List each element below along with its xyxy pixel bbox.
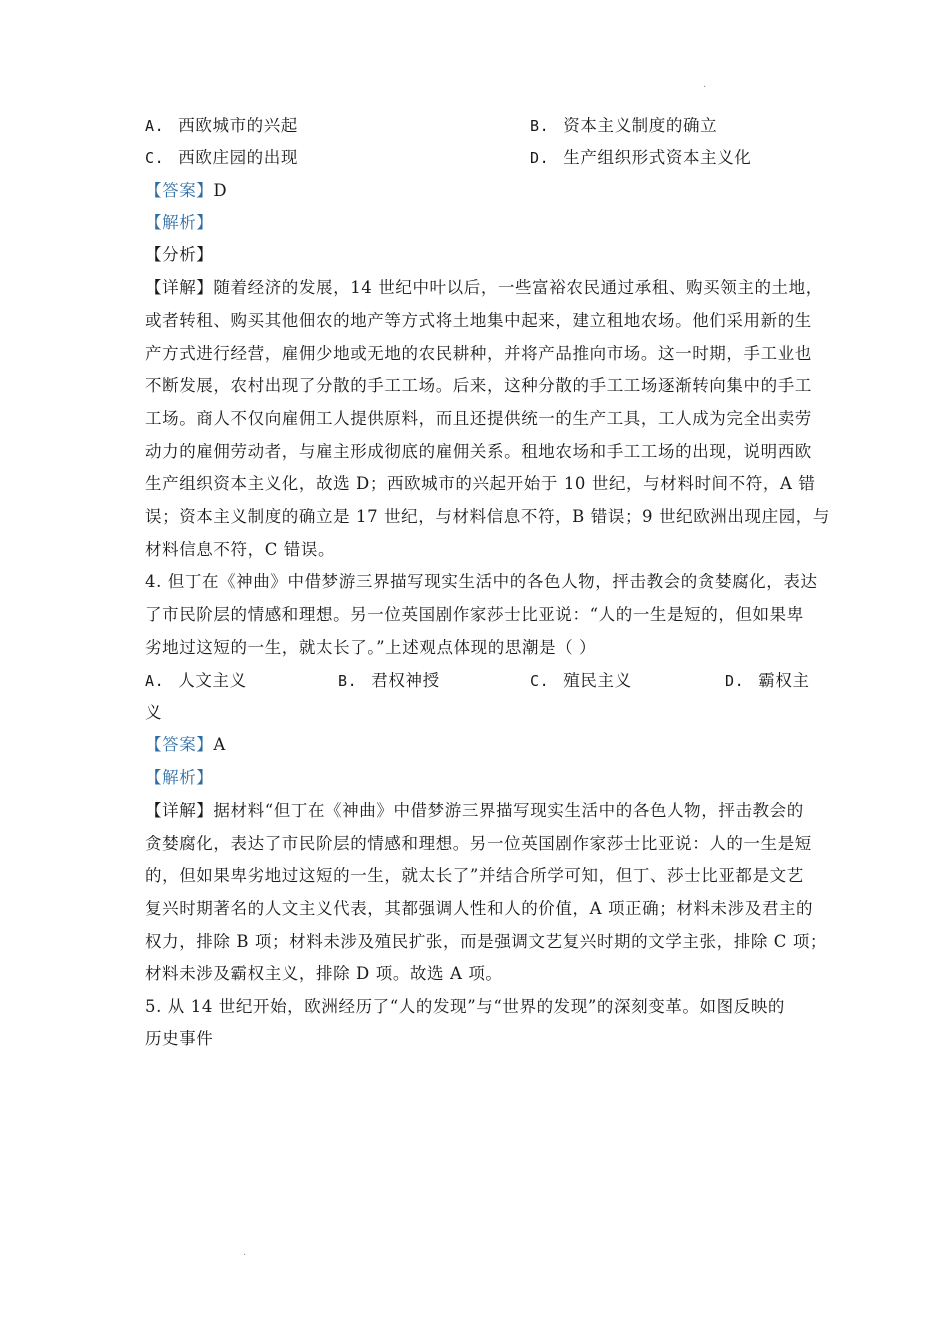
q4-option-a-text: 人文主义 — [178, 671, 247, 690]
q3-detail-line-7: 生产组织资本主义化，故选 D；西欧城市的兴起开始于 10 世纪，与材料时间不符，A 错 — [145, 474, 816, 493]
q3-detail-line-3: 产方式进行经营，雇佣少地或无地的农民耕种，并将产品推向市场。这一时期，手工业也 — [145, 344, 812, 363]
q4-option-d-text: 霸权主 — [758, 671, 810, 690]
q3-detail-line-1 — [145, 272, 823, 305]
q4-option-c[interactable] — [530, 665, 632, 698]
q4-detail-line-3: 的，但如果卑劣地过这短的一生，就太长了”并结合所学可知，但丁、莎士比亚都是文艺 — [145, 866, 804, 885]
q3-fenxi-line — [145, 239, 810, 272]
q3-detail-tag: 【详解】 — [145, 278, 214, 297]
q3-jiexi-tag: 【解析】 — [145, 213, 214, 232]
q4-detail-line-6: 材料未涉及霸权主义，排除 D 项。故选 A 项。 — [145, 964, 503, 983]
q3-option-a-letter: A. — [145, 117, 165, 135]
q3-option-d[interactable] — [530, 142, 751, 175]
q4-option-d-letter: D. — [725, 672, 745, 690]
q4-answer-line — [145, 729, 810, 762]
q3-option-c-text: 西欧庄园的出现 — [178, 148, 298, 167]
q3-detail-text-1: 随着经济的发展，14 世纪中叶以后，一些富裕农民通过承租、购买领主的土地， — [213, 278, 823, 297]
q4-stem-line-3: 劣地过这短的一生，就太长了。”上述观点体现的思潮是（ ） — [145, 638, 597, 657]
q3-option-b[interactable] — [530, 110, 717, 143]
bottom-dot-mark: . — [243, 1247, 247, 1258]
q3-option-c[interactable] — [145, 142, 298, 175]
q3-option-a[interactable] — [145, 110, 298, 143]
q4-jiexi-line — [145, 762, 810, 795]
q3-detail-line-5: 工场。商人不仅向雇佣工人提供原料，而且还提供统一的生产工具，工人成为完全出卖劳 — [145, 409, 812, 428]
q3-detail-line-2: 或者转租、购买其他佃农的地产等方式将土地集中起来，建立租地农场。他们采用新的生 — [145, 311, 812, 330]
q4-detail-line-2: 贪婪腐化，表达了市民阶层的情感和理想。另一位英国剧作家莎士比亚说：人的一生是短 — [145, 834, 812, 853]
q4-answer-value: A — [213, 735, 226, 754]
q3-option-a-text: 西欧城市的兴起 — [178, 116, 298, 135]
q3-jiexi-line — [145, 207, 810, 240]
q3-fenxi-tag: 【分析】 — [145, 245, 214, 264]
q4-stem-line-1: 4. 但丁在《神曲》中借梦游三界描写现实生活中的各色人物，抨击教会的贪婪腐化，表达 — [145, 572, 818, 591]
q4-option-d-wrap: 义 — [145, 703, 163, 722]
q4-detail-line-5: 权力，排除 B 项；材料未涉及殖民扩张，而是强调文艺复兴时期的文学主张，排除 C 项； — [145, 932, 828, 951]
q4-option-b-text: 君权神授 — [371, 671, 440, 690]
q3-answer-line — [145, 175, 810, 208]
q4-detail-line-1 — [145, 795, 810, 828]
q3-detail-line-8: 误；资本主义制度的确立是 17 世纪，与材料信息不符，B 错误；9 世纪欧洲出现庄园，与 — [145, 507, 830, 526]
q4-option-c-letter: C. — [530, 672, 550, 690]
q5-stem-line-1: 5. 从 14 世纪开始，欧洲经历了“人的发现”与“世界的发现”的深刻变革。如图反映的 — [145, 997, 786, 1016]
q4-option-b-letter: B. — [338, 672, 358, 690]
q4-option-a-letter: A. — [145, 672, 165, 690]
q4-stem-line-2: 了市民阶层的情感和理想。另一位英国剧作家莎士比亚说：“人的一生是短的，但如果卑 — [145, 605, 804, 624]
q4-option-d[interactable] — [725, 665, 810, 698]
q3-answer-value: D — [213, 181, 228, 200]
q3-option-c-letter: C. — [145, 149, 165, 167]
q3-option-b-letter: B. — [530, 117, 550, 135]
q4-option-b[interactable] — [338, 665, 440, 698]
q5-stem-line-2: 历史事件 — [145, 1029, 214, 1048]
q4-detail-line-4: 复兴时期著名的人文主义代表，其都强调人性和人的价值，A 项正确；材料未涉及君主的 — [145, 899, 814, 918]
q3-detail-line-4: 不断发展，农村出现了分散的手工工场。后来，这种分散的手工工场逐渐转向集中的手工 — [145, 376, 812, 395]
q4-detail-tag: 【详解】 — [145, 801, 214, 820]
q3-detail-line-6: 动力的雇佣劳动者，与雇主形成彻底的雇佣关系。租地农场和手工工场的出现，说明西欧 — [145, 442, 812, 461]
q3-detail-line-9: 材料信息不符，C 错误。 — [145, 540, 336, 559]
top-dot-mark: . — [703, 79, 707, 90]
q3-option-d-letter: D. — [530, 149, 550, 167]
q3-option-b-text: 资本主义制度的确立 — [563, 116, 718, 135]
q3-answer-tag: 【答案】 — [145, 181, 214, 200]
q3-option-d-text: 生产组织形式资本主义化 — [563, 148, 752, 167]
q4-jiexi-tag: 【解析】 — [145, 768, 214, 787]
q4-answer-tag: 【答案】 — [145, 735, 214, 754]
q4-option-a[interactable] — [145, 665, 247, 698]
q4-detail-text-1: 据材料“但丁在《神曲》中借梦游三界描写现实生活中的各色人物，抨击教会的 — [213, 801, 804, 820]
q4-option-c-text: 殖民主义 — [563, 671, 632, 690]
